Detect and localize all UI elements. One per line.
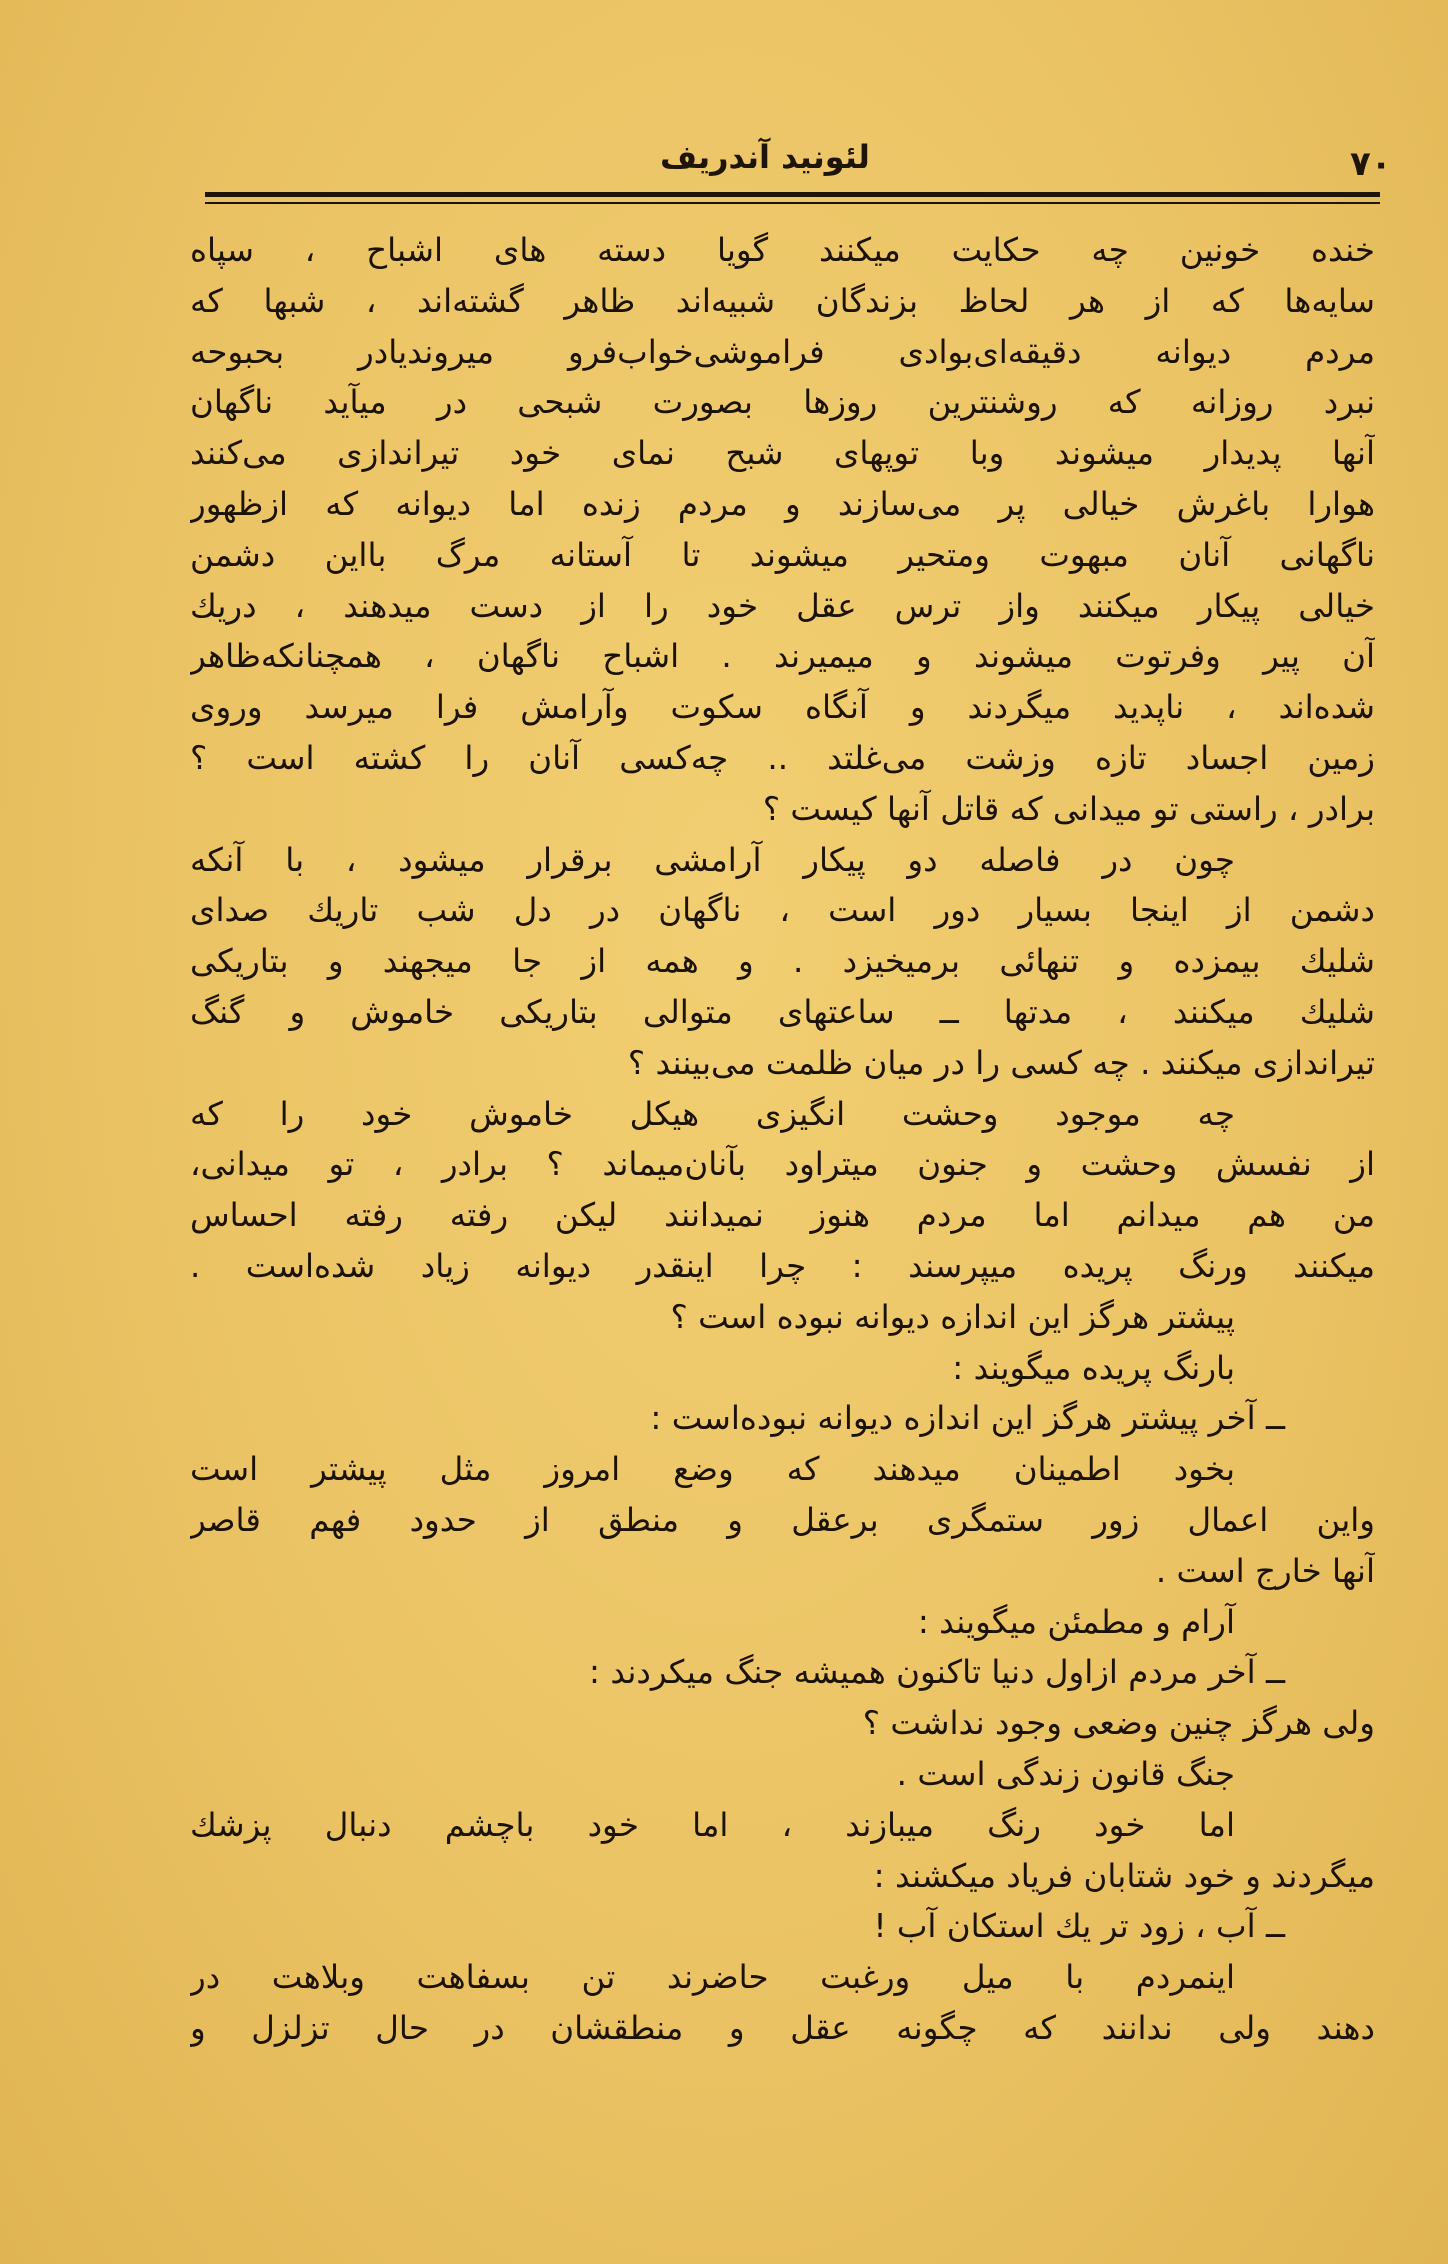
text-line: میگردند و خود شتابان فریاد میکشند : [873,1856,1375,1895]
text-line: بارنگ پریده میگویند : [952,1348,1235,1387]
text-line: از نفسش وحشت و جنون میتراود بآنان‌میماند ؟ برادر ، تو میدانی، [190,1145,1375,1184]
text-line: چون در فاصله دو پیکار آرامشی برقرار میشود ، با آنکه [190,840,1235,879]
text-line: واین اعمال زور ستمگری برعقل و منطق از حدود فهم قاصر [190,1500,1375,1539]
page-header [200,130,1392,190]
text-line: آنها پدیدار میشوند وبا توپهای شبح نمای خود تیراندازی می‌کنند [190,434,1375,473]
text-line: آن پیر وفرتوت میشوند و میمیرند . اشباح ناگهان ، همچنانکه‌ظاهر [190,637,1375,676]
text-line: من هم میدانم اما مردم هنوز نمیدانند لیکن رفته رفته احساس [190,1196,1375,1235]
page-number: ۷۰ [1350,144,1392,184]
body-text [190,225,1375,2054]
text-line: دهند ولی ندانند که چگونه عقل و منطقشان در حال تزلزل و [190,2008,1375,2047]
text-line: شلیك میکنند ، مدتها ــ ساعتهای متوالی بتاریکی خاموش و گنگ [190,992,1375,1031]
text-line: بخود اطمینان میدهند که وضع امروز مثل پیشتر است [190,1450,1235,1489]
header-rule-thick [205,192,1380,197]
text-line: تیراندازی میکنند . چه کسی را در میان ظلمت می‌بینند ؟ [627,1043,1375,1082]
text-line: آنها خارج است . [1155,1551,1375,1590]
text-line: مردم دیوانه دقیقه‌ای‌بوادی فراموشی‌خواب‌فرو میروندیادر بحبوحه [190,332,1375,371]
text-line: هوارا باغرش خیالی پر می‌سازند و مردم زنده اما دیوانه که ازظهور [190,484,1375,523]
text-line: سایه‌ها که از هر لحاظ بزندگان شبیه‌اند ظاهر گشته‌اند ، شبها که [190,281,1375,320]
text-line: شده‌اند ، ناپدید میگردند و آنگاه سکوت وآرامش فرا میرسد وروی [190,688,1375,727]
text-line: اما خود رنگ میبازند ، اما خود باچشم دنبال پزشك [190,1805,1235,1844]
text-line: چه موجود وحشت انگیزی هیکل خاموش خود را که [190,1094,1235,1133]
text-line: ــ آب ، زود تر یك استکان آب ! [873,1907,1285,1946]
text-line: اینمردم با میل ورغبت حاضرند تن بسفاهت وبلاهت در [190,1958,1235,1997]
text-line: ولی هرگز چنین وضعی وجود نداشت ؟ [862,1704,1375,1743]
text-line: جنگ قانون زندگی است . [896,1754,1235,1793]
header-rule-thin [205,202,1380,204]
text-line: برادر ، راستی تو میدانی که قاتل آنها کیست ؟ [762,789,1375,828]
running-title: لئونید آندریف [660,138,870,176]
text-line: شلیك بیمزده و تنهائی برمیخیزد . و همه از جا میجهند و بتاریکی [190,942,1375,981]
text-line: ــ آخر پیشتر هرگز این اندازه دیوانه نبوده‌است : [650,1399,1285,1438]
text-line: پیشتر هرگز این اندازه دیوانه نبوده است ؟ [670,1297,1235,1336]
text-line: ــ آخر مردم ازاول دنیا تاکنون همیشه جنگ میکردند : [589,1653,1285,1692]
text-line: ناگهانی آنان مبهوت ومتحیر میشوند تا آستانه مرگ بااین دشمن [190,535,1375,574]
text-line: دشمن از اینجا بسیار دور است ، ناگهان در دل شب تاریك صدای [190,891,1375,930]
text-line: خنده خونین چه حکایت میکنند گویا دسته های اشباح ، سپاه [190,231,1375,269]
text-line: زمین اجساد تازه وزشت می‌غلتد .. چه‌کسی آنان را کشته است ؟ [190,738,1375,777]
text-line: خیالی پیکار میکنند واز ترس عقل خود را از دست میدهند ، دریك [190,586,1375,625]
text-line: آرام و مطمئن میگویند : [917,1602,1235,1641]
text-line: میکنند ورنگ پریده میپرسند : چرا اینقدر دیوانه زیاد شده‌است . [190,1246,1375,1285]
text-line: نبرد روزانه که روشنترین روزها بصورت شبحی در میآید ناگهان [190,383,1375,422]
